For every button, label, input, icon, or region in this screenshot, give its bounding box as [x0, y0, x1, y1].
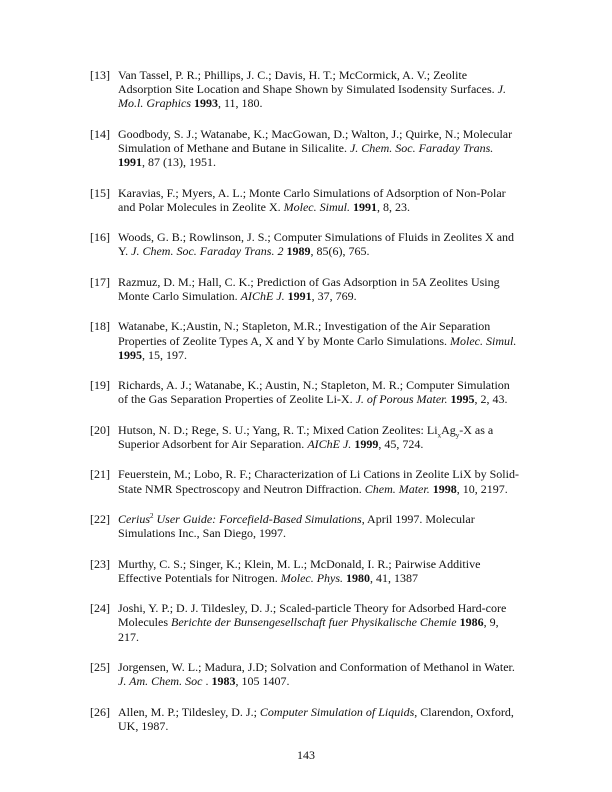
- journal-title: Molec. Simul.: [450, 333, 517, 348]
- publication-year: 1980: [346, 570, 371, 585]
- reference-segment: , 85(6), 765.: [310, 244, 370, 259]
- journal-title: Chem. Mater.: [364, 481, 430, 496]
- reference-segment: , 2, 43.: [474, 392, 508, 407]
- reference-segment: , 105 1407.: [235, 674, 290, 689]
- journal-title: User Guide: Forcefield-Based Simulations: [153, 511, 362, 526]
- reference-segment: Watanabe, K.;Austin, N.; Stapleton, M.R.; Investigation of the Air Separation Properties of Zeolite Types A, X and Y by Monte Carlo Simulations.: [118, 319, 491, 348]
- page-number: 143: [297, 748, 315, 762]
- publication-year: 1999: [354, 436, 379, 451]
- reference-text: [118, 601, 522, 644]
- reference-text: [118, 557, 522, 585]
- reference-segment: Jorgensen, W. L.; Madura, J.D; Solvation and Conformation of Methanol in Water.: [118, 659, 515, 674]
- reference-segment: Allen, M. P.; Tildesley, D. J.;: [118, 704, 260, 719]
- reference-segment: Joshi, Y. P.; D. J. Tildesley, D. J.; Scaled-particle Theory for Adsorbed Hard-core Molecules: [118, 601, 507, 630]
- reference-entry: [90, 705, 522, 733]
- journal-title: AIChE J.: [240, 288, 285, 303]
- reference-segment: , 41, 1387: [370, 570, 419, 585]
- reference-segment: Murthy, C. S.; Singer, K.; Klein, M. L.; McDonald, I. R.; Pairwise Additive Effective Potentials for Nitrogen.: [118, 556, 481, 585]
- publication-year: 1991: [118, 155, 142, 170]
- reference-number: [18]: [90, 319, 110, 334]
- reference-entry: [90, 127, 522, 170]
- journal-title: J. Am. Chem. Soc: [118, 674, 203, 689]
- reference-entry: [90, 378, 522, 406]
- reference-segment: Hutson, N. D.; Rege, S. U.; Yang, R. T.; Mixed Cation Zeolites: Li: [118, 422, 438, 437]
- reference-text: [118, 186, 522, 214]
- reference-segment: 2: [150, 511, 154, 520]
- reference-entry: [90, 601, 522, 644]
- reference-number: [23]: [90, 556, 110, 571]
- reference-segment: , 9, 217.: [118, 615, 499, 644]
- reference-text: [118, 423, 522, 451]
- reference-list: [90, 68, 522, 749]
- reference-number: [16]: [90, 230, 110, 245]
- reference-number: [17]: [90, 274, 110, 289]
- reference-number: [14]: [90, 126, 110, 141]
- publication-year: 1991: [352, 199, 377, 214]
- publication-year: 1995: [450, 392, 475, 407]
- reference-number: [26]: [90, 704, 110, 719]
- publication-year: 1983: [211, 674, 236, 689]
- reference-segment: , 45, 724.: [378, 436, 424, 451]
- reference-segment: Van Tassel, P. R.; Phillips, J. C.; Davis, H. T.; McCormick, A. V.; Zeolite Adsorption Site Location and Shape Shown by Simulated Isodensity Surfaces.: [118, 68, 498, 97]
- reference-entry: [90, 275, 522, 303]
- reference-number: [22]: [90, 511, 110, 526]
- reference-text: [118, 230, 522, 258]
- reference-segment: , 87 (13), 1951.: [142, 155, 216, 170]
- reference-entry: [90, 230, 522, 258]
- publication-year: 1995: [118, 347, 142, 362]
- reference-number: [20]: [90, 422, 110, 437]
- reference-text: [118, 68, 522, 111]
- reference-entry: [90, 423, 522, 451]
- reference-text: [118, 467, 522, 495]
- reference-segment: Woods, G. B.; Rowlinson, J. S.; Computer Simulations of Fluids in Zeolites X and Y.: [118, 230, 515, 259]
- reference-entry: [90, 68, 522, 111]
- publication-year: 1993: [194, 96, 218, 111]
- reference-number: [13]: [90, 68, 110, 82]
- reference-text: [118, 660, 522, 688]
- reference-segment: Goodbody, S. J.; Watanabe, K.; MacGowan, D.; Walton, J.; Quirke, N.; Molecular Simulation of Methane and Butane in Silicalite.: [118, 126, 513, 155]
- publication-year: 1998: [432, 481, 457, 496]
- reference-segment: , 8, 23.: [376, 199, 410, 214]
- reference-text: [118, 512, 522, 540]
- reference-segment: , 15, 197.: [142, 347, 187, 362]
- reference-entry: [90, 557, 522, 585]
- reference-segment: , 37, 769.: [311, 288, 357, 303]
- reference-segment: , Clarendon, Oxford, UK, 1987.: [118, 704, 514, 733]
- journal-title: Berichte der Bunsengesellschaft fuer Physikalische Chemie: [171, 615, 457, 630]
- journal-title: J. Chem. Soc. Faraday Trans.: [349, 141, 494, 155]
- reference-segment: Karavias, F.; Myers, A. L.; Monte Carlo Simulations of Adsorption of Non-Polar and Polar Molecules in Zeolite X.: [118, 185, 506, 214]
- reference-segment: Razmuz, D. M.; Hall, C. K.; Prediction of Gas Adsorption in 5A Zeolites Using Monte Carlo Simulation.: [118, 274, 500, 303]
- reference-segment: Ag: [441, 422, 456, 437]
- journal-title: Molec. Simul.: [283, 199, 350, 214]
- reference-segment: y: [455, 431, 460, 440]
- reference-number: [21]: [90, 467, 110, 482]
- publication-year: 1986: [459, 615, 484, 630]
- reference-segment: Richards, A. J.; Watanabe, K.; Austin, N.; Stapleton, M. R.; Computer Simulation of the Gas Separation Properties of Zeolite Li-X.: [118, 378, 510, 407]
- journal-title: AIChE J.: [307, 436, 352, 451]
- journal-title: J. Chem. Soc. Faraday Trans. 2: [131, 244, 284, 259]
- journal-title: J. Mo.l. Graphics: [118, 82, 506, 111]
- journal-title: Computer Simulation of Liquids: [259, 704, 415, 719]
- reference-text: [118, 319, 522, 362]
- reference-text: [118, 127, 522, 170]
- reference-segment: -X as a Superior Adsorbent for Air Separation.: [118, 422, 494, 451]
- reference-entry: [90, 319, 522, 362]
- publication-year: 1991: [287, 288, 312, 303]
- reference-number: [15]: [90, 185, 110, 200]
- reference-entry: [90, 660, 522, 688]
- reference-entry: [90, 186, 522, 214]
- reference-segment: Feuerstein, M.; Lobo, R. F.; Characterization of Li Cations in Zeolite LiX by Solid-State NMR Spectroscopy and Neutron Diffraction.: [118, 467, 519, 496]
- reference-entry: [90, 512, 522, 540]
- reference-segment: , 10, 2197.: [456, 481, 508, 496]
- reference-number: [24]: [90, 601, 110, 616]
- reference-text: [118, 378, 522, 406]
- publication-year: 1989: [286, 244, 311, 259]
- reference-segment: , 11, 180.: [218, 96, 263, 111]
- reference-text: [118, 275, 522, 303]
- reference-text: [118, 705, 522, 733]
- reference-number: [19]: [90, 378, 110, 393]
- journal-title: Cerius: [118, 511, 151, 526]
- journal-title: Molec. Phys.: [280, 570, 344, 585]
- reference-segment: , April 1997. Molecular Simulations Inc., San Diego, 1997.: [118, 511, 475, 541]
- reference-segment: .: [202, 674, 212, 689]
- reference-entry: [90, 467, 522, 495]
- reference-number: [25]: [90, 659, 110, 674]
- journal-title: J. of Porous Mater.: [355, 392, 448, 407]
- reference-segment: x: [437, 431, 442, 440]
